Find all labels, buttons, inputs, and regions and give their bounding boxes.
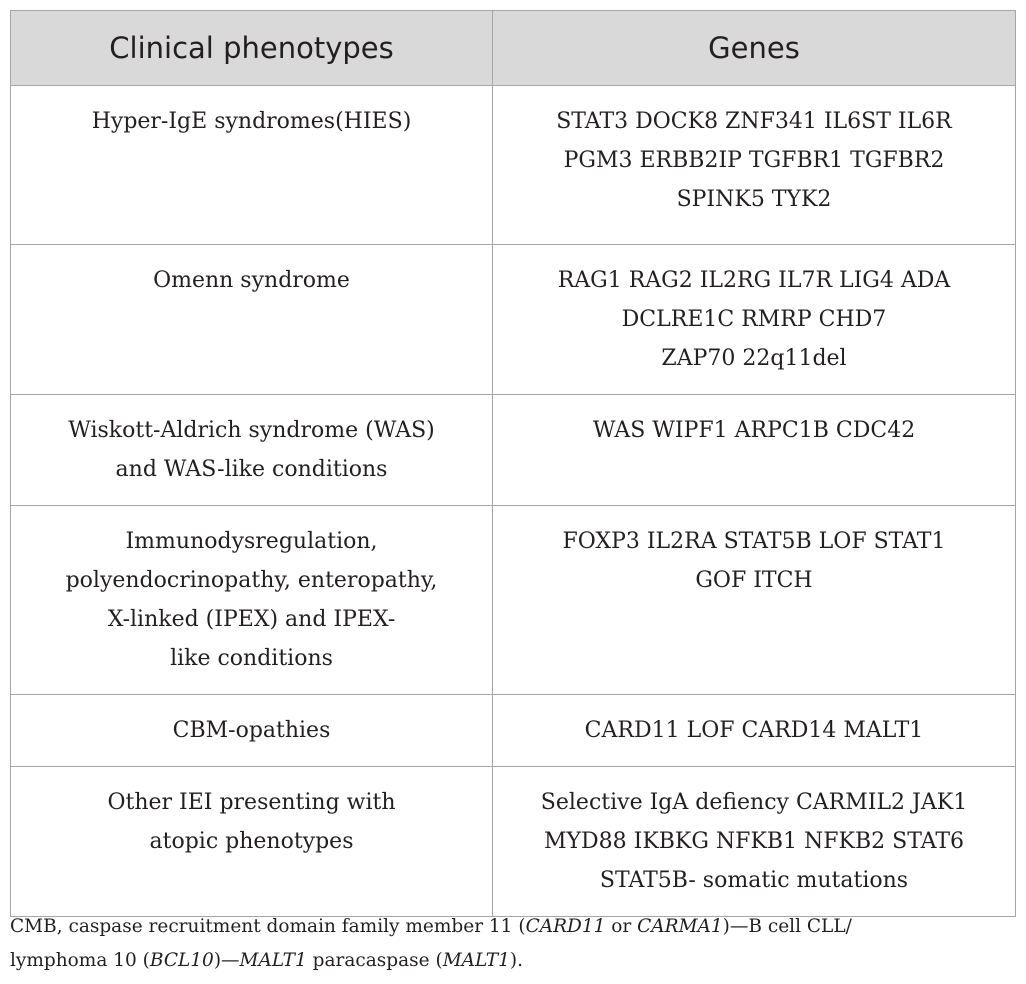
footnote-text: lymphoma 10 (: [10, 950, 150, 971]
genes-cell: [493, 395, 1016, 506]
genes-cell: [493, 86, 1016, 245]
footnote-gene-name: CARMA1: [637, 916, 723, 937]
header-clinical-phenotypes: Clinical phenotypes: [11, 11, 493, 86]
genes-text: RAG1 RAG2 IL2RG IL7R LIG4 ADA: [557, 268, 951, 293]
genes-text: STAT3 DOCK8 ZNF341 IL6ST IL6R: [556, 109, 952, 134]
phenotype-cell: [11, 245, 493, 395]
table-row: [11, 506, 1016, 695]
genes-text: WAS WIPF1 ARPC1B CDC42: [592, 418, 916, 443]
genes-text: SPINK5 TYK2: [676, 187, 832, 212]
genes-cell: [493, 767, 1016, 917]
genes-cell: [493, 245, 1016, 395]
phenotype-text: X-linked (IPEX) and IPEX-: [107, 607, 396, 632]
table-row: [11, 767, 1016, 917]
genes-text: GOF ITCH: [695, 568, 813, 593]
footnote-text: CMB, caspase recruitment domain family member 11 (: [10, 916, 526, 937]
phenotype-text: like conditions: [170, 646, 333, 671]
genes-cell: [493, 695, 1016, 767]
header-genes: Genes: [493, 11, 1016, 86]
genes-text: FOXP3 IL2RA STAT5B LOF STAT1: [562, 529, 946, 554]
phenotype-text: Omenn syndrome: [153, 268, 350, 293]
phenotype-text: polyendocrinopathy, enteropathy,: [65, 568, 438, 593]
genes-text: ZAP70 22q11del: [661, 346, 847, 371]
genes-cell: [493, 506, 1016, 695]
table-footnote: [10, 910, 1020, 978]
genes-text: MYD88 IKBKG NFKB1 NFKB2 STAT6: [543, 829, 965, 854]
phenotype-cell: [11, 395, 493, 506]
genes-text: DCLRE1C RMRP CHD7: [621, 307, 887, 332]
footnote-text: paracaspase (: [306, 950, 443, 971]
table-row: [11, 245, 1016, 395]
table-row: [11, 395, 1016, 506]
footnote-text: )—B cell CLL/: [722, 916, 852, 937]
footnote-gene-name: MALT1: [239, 950, 307, 971]
table-row: [11, 695, 1016, 767]
genes-text: PGM3 ERBB2IP TGFBR1 TGFBR2: [563, 148, 945, 173]
phenotype-text: CBM-opathies: [172, 718, 331, 743]
phenotype-cell: [11, 86, 493, 245]
footnote-gene-name: MALT1: [442, 950, 510, 971]
phenotype-cell: [11, 695, 493, 767]
footnote-text: )—: [213, 950, 240, 971]
table-row: [11, 86, 1016, 245]
phenotype-text: and WAS-like conditions: [115, 457, 388, 482]
phenotype-text: Hyper-IgE syndromes(HIES): [91, 109, 412, 134]
genes-text: STAT5B- somatic mutations: [599, 868, 909, 893]
phenotype-text: Wiskott-Aldrich syndrome (WAS): [68, 418, 435, 443]
phenotype-gene-table: [10, 10, 1016, 917]
phenotype-gene-table-container: [10, 10, 1015, 917]
phenotype-text: Immunodysregulation,: [125, 529, 378, 554]
footnote-text: ).: [509, 950, 523, 971]
phenotype-cell: [11, 506, 493, 695]
phenotype-text: Other IEI presenting with: [107, 790, 396, 815]
footnote-gene-name: CARD11: [525, 916, 606, 937]
footnote-gene-name: BCL10: [149, 950, 214, 971]
phenotype-cell: [11, 767, 493, 917]
table-header-row: [11, 11, 1016, 86]
phenotype-text: atopic phenotypes: [149, 829, 354, 854]
genes-text: CARD11 LOF CARD14 MALT1: [584, 718, 924, 743]
footnote-text: or: [605, 916, 638, 937]
genes-text: Selective IgA defiency CARMIL2 JAK1: [540, 790, 968, 815]
